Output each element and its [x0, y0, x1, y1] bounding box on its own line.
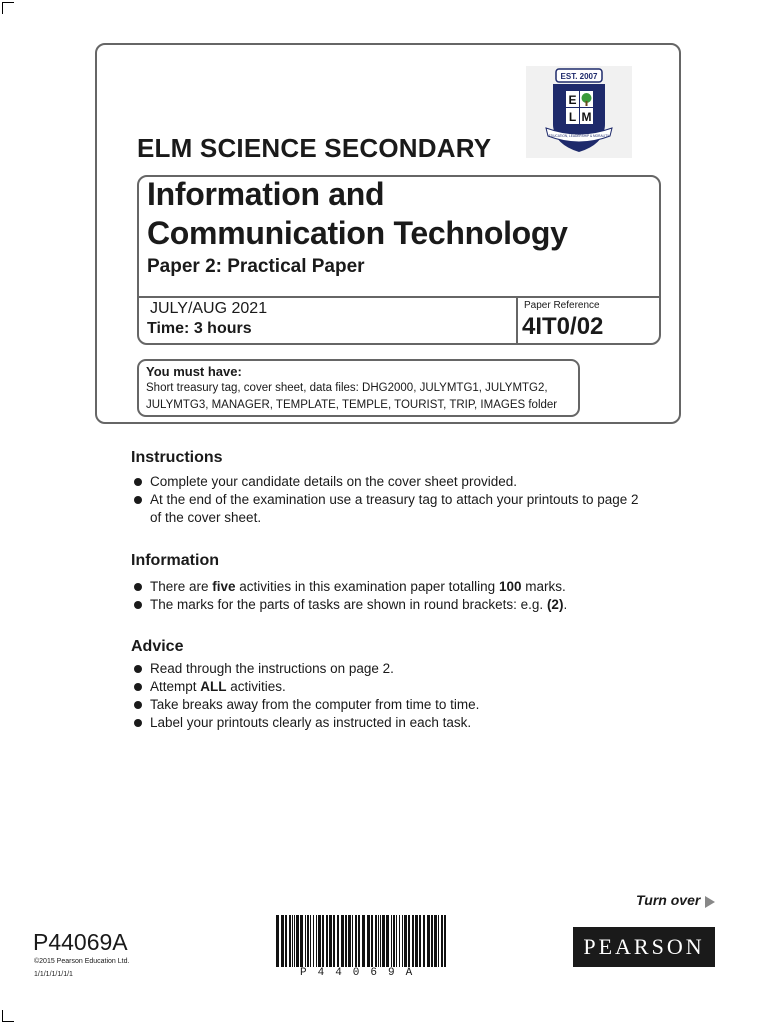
- text: activities.: [226, 679, 286, 694]
- list-item: At the end of the examination use a treasury tag to attach your printouts to page 2 of the cover sheet.: [131, 491, 651, 527]
- exam-session: JULY/AUG 2021: [150, 300, 268, 317]
- text-bold: 100: [498, 579, 522, 594]
- barcode-bar: [348, 915, 351, 967]
- instructions-list: [131, 473, 651, 527]
- barcode-bar: [333, 915, 335, 967]
- must-have-box: [137, 359, 580, 417]
- barcode-bar: [423, 915, 425, 967]
- logo-est-text: EST. 2007: [560, 72, 598, 81]
- information-heading: Information: [131, 552, 219, 569]
- barcode-bar: [289, 915, 291, 967]
- barcode-bar: [329, 915, 332, 967]
- barcode-bar: [326, 915, 328, 967]
- logo-motto: EDUCATION, LEADERSHIP & MORALITY: [548, 134, 610, 138]
- list-item: [131, 578, 651, 596]
- barcode-bar: [362, 915, 365, 967]
- barcode-bar: [412, 915, 414, 967]
- turn-over-label: Turn over: [636, 892, 701, 908]
- barcode-bar: [404, 915, 407, 967]
- barcode-bar: [300, 915, 303, 967]
- text-bold: five: [212, 579, 236, 594]
- barcode-bar: [281, 915, 284, 967]
- must-have-line: Short treasury tag, cover sheet, data files: DHG2000, JULYMTG1, JULYMTG2,: [146, 382, 548, 394]
- publisher-name: PEARSON: [583, 934, 705, 959]
- barcode-bar: [382, 915, 385, 967]
- barcode-bar: [352, 915, 353, 967]
- barcode-bar: [292, 915, 293, 967]
- crop-mark: [2, 1021, 14, 1022]
- barcode-bar: [408, 915, 410, 967]
- barcode-bar: [276, 915, 279, 967]
- text: .: [563, 597, 568, 612]
- barcode-bar: [345, 915, 347, 967]
- advice-heading: Advice: [131, 638, 184, 655]
- barcode-bar: [310, 915, 311, 967]
- school-name: ELM SCIENCE SECONDARY: [137, 133, 492, 163]
- barcode-bar: [434, 915, 437, 967]
- text: activities in this examination paper totalling: [235, 579, 499, 594]
- arrow-right-icon: [705, 896, 715, 908]
- print-code: 1/1/1/1/1/1/1: [34, 971, 73, 978]
- list-item: Complete your candidate details on the cover sheet provided.: [131, 473, 651, 491]
- barcode-bar: [367, 915, 370, 967]
- barcode-bar: [393, 915, 395, 967]
- pearson-logo: [573, 927, 715, 967]
- list-item: [131, 596, 651, 614]
- logo-letter-l: L: [568, 110, 577, 124]
- text-bold: (2): [546, 597, 564, 612]
- barcode-bar: [386, 915, 389, 967]
- instructions-heading: Instructions: [131, 449, 223, 466]
- copyright: ©2015 Pearson Education Ltd.: [34, 958, 130, 965]
- barcode-bar: [358, 915, 360, 967]
- exam-time: Time: 3 hours: [147, 320, 252, 337]
- crop-mark: [2, 2, 14, 3]
- barcode-bar: [355, 915, 357, 967]
- list-item: [131, 678, 651, 696]
- barcode-bar: [427, 915, 430, 967]
- barcode-bar: [378, 915, 379, 967]
- paper-title-line-1: Information and: [147, 176, 385, 212]
- divider: [516, 296, 518, 345]
- text-bold: ALL: [200, 679, 227, 694]
- text: Attempt: [150, 679, 201, 694]
- barcode-bar: [337, 915, 339, 967]
- logo-letter-m: M: [581, 110, 592, 124]
- barcode-icon: [276, 915, 448, 967]
- must-have-heading: You must have:: [146, 364, 242, 379]
- barcode-bar: [438, 915, 439, 967]
- barcode-bar: [396, 915, 397, 967]
- paper-reference-label: Paper Reference: [524, 300, 600, 311]
- barcode-bar: [371, 915, 373, 967]
- barcode-bar: [419, 915, 421, 967]
- barcode-bar: [313, 915, 314, 967]
- paper-subtitle: Paper 2: Practical Paper: [147, 256, 365, 277]
- barcode-bar: [402, 915, 403, 967]
- barcode-bar: [318, 915, 321, 967]
- barcode-bar: [380, 915, 381, 967]
- list-item: Take breaks away from the computer from time to time.: [131, 696, 651, 714]
- advice-list: [131, 660, 651, 732]
- barcode-bar: [375, 915, 377, 967]
- divider: [137, 296, 661, 298]
- logo-letter-e: E: [568, 93, 577, 107]
- text: There are: [150, 579, 213, 594]
- barcode-bar: [322, 915, 324, 967]
- barcode-bar: [296, 915, 299, 967]
- barcode-bar: [415, 915, 418, 967]
- must-have-line: JULYMTG3, MANAGER, TEMPLATE, TEMPLE, TOURIST, TRIP, IMAGES folder: [146, 399, 558, 411]
- barcode-bar: [399, 915, 400, 967]
- text: The marks for the parts of tasks are shown in round brackets: e.g.: [150, 597, 547, 612]
- barcode-bar: [341, 915, 344, 967]
- list-item: Label your printouts clearly as instructed in each task.: [131, 714, 651, 732]
- information-list: [131, 578, 651, 614]
- barcode-bar: [285, 915, 287, 967]
- barcode-bar: [431, 915, 433, 967]
- barcode-text: P44069A: [300, 967, 424, 979]
- paper-reference-code: 4IT0/02: [522, 313, 604, 340]
- barcode-bar: [294, 915, 295, 967]
- school-logo: [526, 66, 632, 158]
- barcode-bar: [444, 915, 446, 967]
- barcode-bar: [441, 915, 443, 967]
- barcode-bar: [307, 915, 309, 967]
- barcode-bar: [305, 915, 306, 967]
- barcode-bar: [391, 915, 392, 967]
- list-item: Read through the instructions on page 2.: [131, 660, 651, 678]
- text: marks.: [521, 579, 566, 594]
- barcode-bar: [316, 915, 317, 967]
- paper-title-line-2: Communication Technology: [147, 215, 568, 251]
- crop-mark: [2, 2, 3, 14]
- paper-code: P44069A: [33, 929, 128, 955]
